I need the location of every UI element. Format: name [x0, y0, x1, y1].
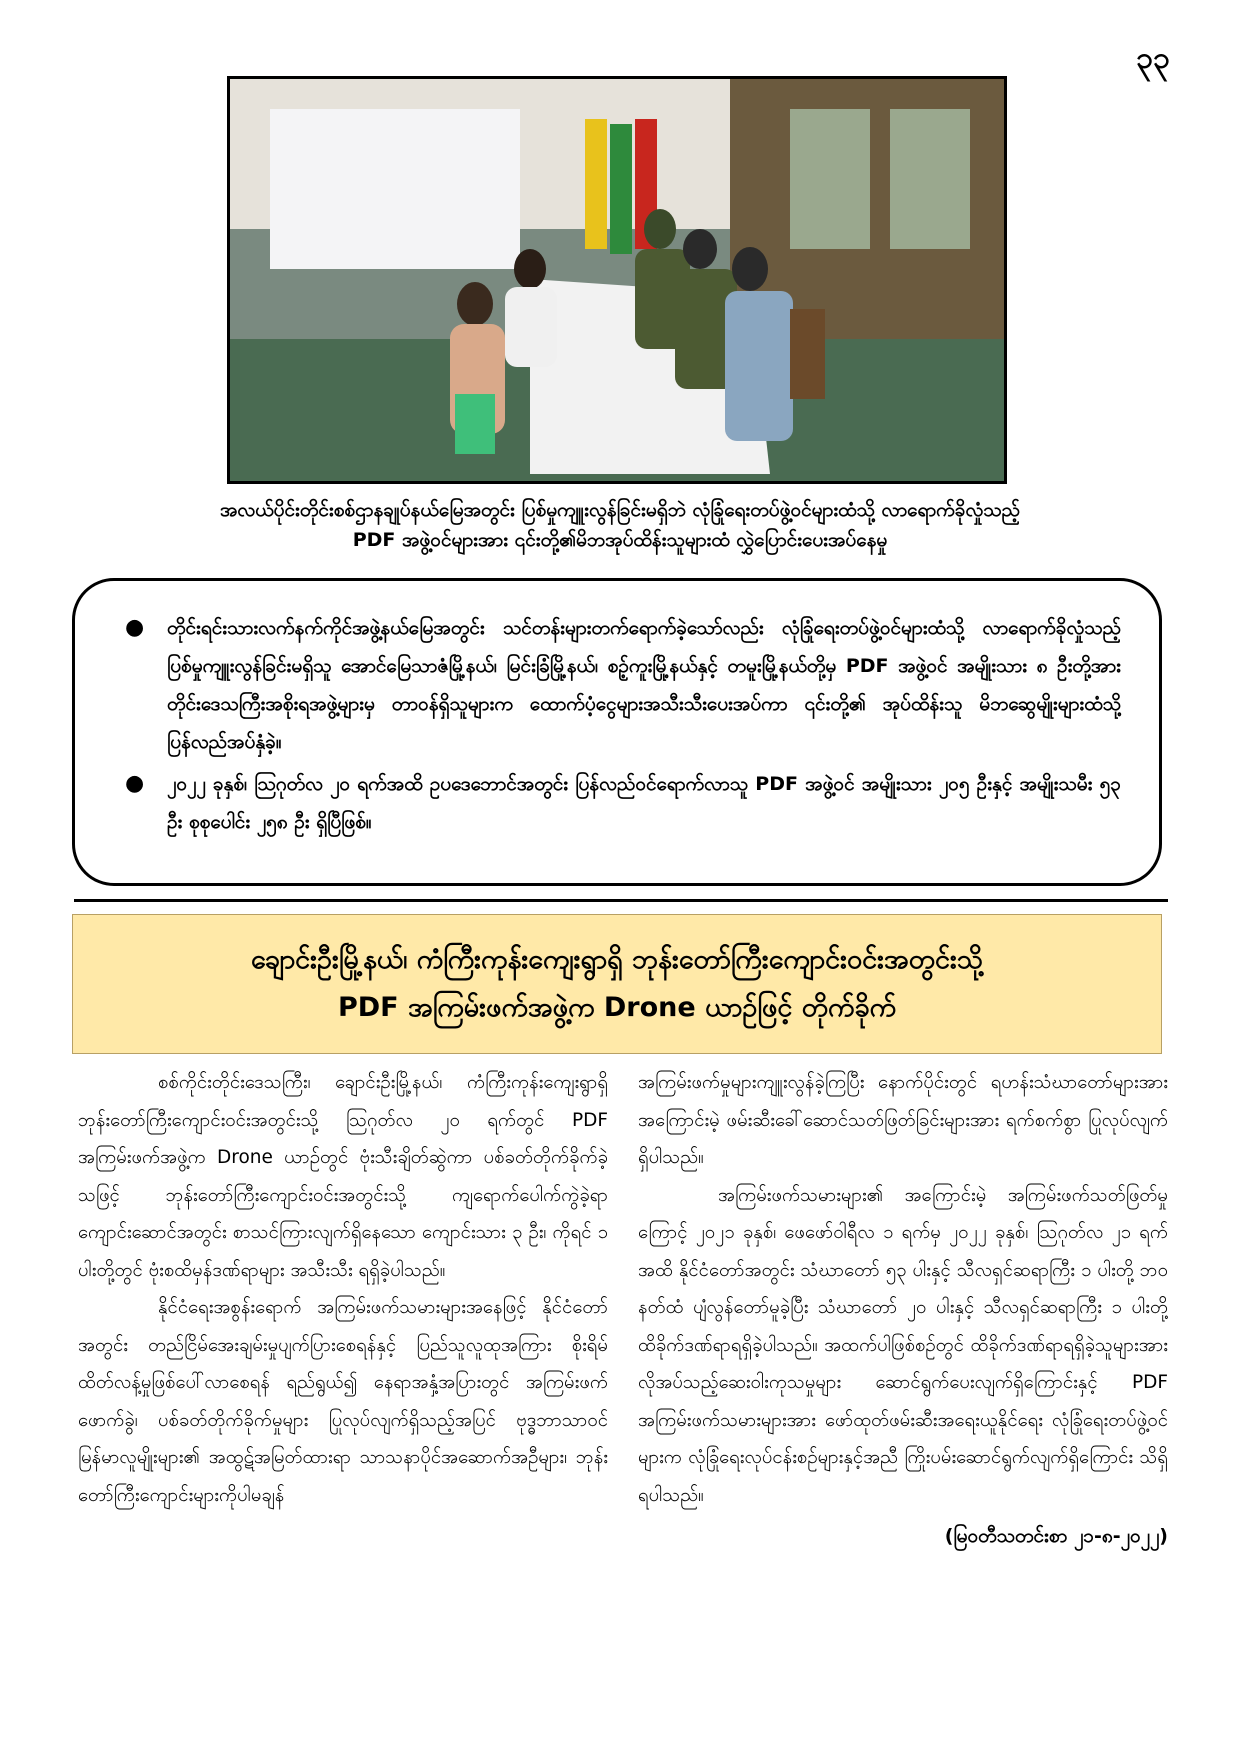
article-paragraph: အကြမ်းဖက်သမားများ၏ အကြောင်းမဲ့ အကြမ်းဖက်သတ်ဖြတ်မှုကြောင့် ၂၀၂၁ ခုနှစ်၊ ဖေဖော်ဝါရီလ ၁ ရက်မှ ၂၀၂၂ ခုနှစ်၊ ဩဂုတ်လ ၂၁ ရက်အထိ နိုင်ငံတော်အတွင်း သံဃာတော် ၅၃ ပါးနှင့် သီလရှင်ဆရာကြီး ၁ ပါးတို့ ဘဝနတ်ထံ ပျံလွန်တော်မူခဲ့ပြီး သံဃာတော် ၂၀ ပါးနှင့် သီလရှင်ဆရာကြီး ၁ ပါးတို့ ထိခိုက်ဒဏ်ရာရရှိခဲ့ပါသည်။ အထက်ပါဖြစ်စဉ်တွင် ထိခိုက်ဒဏ်ရာရရှိခဲ့သူများအား လိုအပ်သည့်ဆေးဝါးကုသမှုများ ဆောင်ရွက်ပေးလျက်ရှိကြောင်းနှင့် PDF အကြမ်းဖက်သမားများအား ဖော်ထုတ်ဖမ်းဆီးအရေးယူနိုင်ရေး လုံခြုံရေးတပ်ဖွဲ့ဝင်များက လုံခြုံရေးလုပ်ငန်းစဉ်များနှင့်အညီ ကြိုးပမ်းဆောင်ရွက်လျက်ရှိကြောင်း သိရှိရပါသည်။	[638, 1184, 1168, 1506]
caption-line-2: PDF အဖွဲ့ဝင်များအား ၎င်းတို့၏မိဘအုပ်ထိန်းသူများထံ လွှဲပြောင်းပေးအပ်နေမှု	[352, 529, 888, 551]
caption-line-1: အလယ်ပိုင်းတိုင်းစစ်ဌာနချုပ်နယ်မြေအတွင်း ပြစ်မှုကျူးလွန်ခြင်းမရှိဘဲ လုံခြုံရေးတပ်ဖွဲ့ဝင်များထံသို့ လာရောက်ခိုလှုံသည့်	[219, 499, 1020, 521]
article-right-column	[638, 1064, 1168, 1556]
article-paragraph: နိုင်ငံရေးအစွန်းရောက် အကြမ်းဖက်သမားများအနေဖြင့် နိုင်ငံတော်အတွင်း တည်ငြိမ်အေးချမ်းမှုပျက်ပြားစေရန်နှင့် ပြည်သူလူထုအကြား စိုးရိမ်ထိတ်လန့်မှုဖြစ်ပေါ်လာစေရန် ရည်ရွယ်၍ နေရာအနှံ့အပြားတွင် အကြမ်းဖက်ဖောက်ခွဲ၊ ပစ်ခတ်တိုက်ခိုက်မှုများ ပြုလုပ်လျက်ရှိသည့်အပြင် ဗုဒ္ဓဘာသာဝင် မြန်မာလူမျိုးများ၏ အထွဋ်အမြတ်ထားရာ သာသနာပိုင်အဆောက်အဦများ၊ ဘုန်းတော်ကြီးကျောင်းများကိုပါမချန်	[78, 1297, 608, 1506]
headline-line-1: ချောင်းဦးမြို့နယ်၊ ကံကြီးကုန်းကျေးရွာရှိ ဘုန်းတော်ကြီးကျောင်းဝင်းအတွင်းသို့	[251, 944, 983, 975]
article-body	[78, 1064, 1168, 1556]
page-number: ၃၃	[1136, 41, 1170, 76]
article-headline-box	[72, 914, 1162, 1054]
photo-caption	[90, 495, 1150, 555]
bullet-item	[125, 609, 1121, 761]
bullet-dot-icon: ●	[125, 615, 145, 640]
news-photo	[227, 76, 1007, 484]
bullet-text: တိုင်းရင်းသားလက်နက်ကိုင်အဖွဲ့နယ်မြေအတွင်း သင်တန်းများတက်ရောက်ခဲ့သော်လည်း လုံခြုံရေးတပ်ဖွဲ့ဝင်များထံသို့ လာရောက်ခိုလှုံသည့် ပြစ်မှုကျူးလွန်ခြင်းမရှိသူ အောင်မြေသာဇံမြို့နယ်၊ မြင်းခြံမြို့နယ်၊ စဉ့်ကူးမြို့နယ်နှင့် တမူးမြို့နယ်တို့မှ PDF အဖွဲ့ဝင် အမျိုးသား ၈ ဦးတို့အား တိုင်းဒေသကြီးအစိုးရအဖွဲ့များမှ တာဝန်ရှိသူများက ထောက်ပံ့ငွေများအသီးသီးပေးအပ်ကာ ၎င်းတို့၏ အုပ်ထိန်းသူ မိဘဆွေမျိုးများထံသို့ ပြန်လည်အပ်နှံခဲ့။	[167, 617, 1121, 753]
headline-line-2: PDF အကြမ်းဖက်အဖွဲ့က Drone ယာဉ်ဖြင့် တိုက်ခိုက်	[337, 992, 897, 1023]
section-divider	[74, 899, 1168, 902]
bullet-text: ၂၀၂၂ ခုနှစ်၊ ဩဂုတ်လ ၂၀ ရက်အထိ ဥပဒေဘောင်အတွင်း ပြန်လည်ဝင်ရောက်လာသူ PDF အဖွဲ့ဝင် အမျိုးသား ၂၀၅ ဦးနှင့် အမျိုးသမီး ၅၃ ဦး စုစုပေါင်း ၂၅၈ ဦး ရှိပြီဖြစ်။	[167, 773, 1121, 833]
article-paragraph: အကြမ်းဖက်မှုများကျူးလွန်ခဲ့ကြပြီး နောက်ပိုင်းတွင် ရဟန်းသံဃာတော်များအား အကြောင်းမဲ့ ဖမ်းဆီးခေါ်ဆောင်သတ်ဖြတ်ခြင်းများအား ရက်စက်စွာ ပြုလုပ်လျက်ရှိပါသည်။	[638, 1072, 1168, 1168]
summary-bullets-box	[72, 578, 1162, 886]
article-left-column	[78, 1064, 608, 1556]
bullet-item	[125, 765, 1121, 841]
article-paragraph: စစ်ကိုင်းတိုင်းဒေသကြီး၊ ချောင်းဦးမြို့နယ်၊ ကံကြီးကုန်းကျေးရွာရှိ ဘုန်းတော်ကြီးကျောင်းဝင်းအတွင်းသို့ ဩဂုတ်လ ၂၀ ရက်တွင် PDF အကြမ်းဖက်အဖွဲ့က Drone ယာဉ်တွင် ဗုံးသီးချိတ်ဆွဲကာ ပစ်ခတ်တိုက်ခိုက်ခဲ့သဖြင့် ဘုန်းတော်ကြီးကျောင်းဝင်းအတွင်းသို့ ကျရောက်ပေါက်ကွဲခဲ့ရာ ကျောင်းဆောင်အတွင်း စာသင်ကြားလျက်ရှိနေသော ကျောင်းသား ၃ ဦး၊ ကိုရင် ၁ ပါးတို့တွင် ဗုံးစထိမှန်ဒဏ်ရာများ အသီးသီး ရရှိခဲ့ပါသည်။	[78, 1072, 608, 1281]
article-source: (မြဝတီသတင်းစာ ၂၁-၈-၂၀၂၂)	[944, 1525, 1168, 1547]
bullet-dot-icon: ●	[125, 771, 145, 796]
